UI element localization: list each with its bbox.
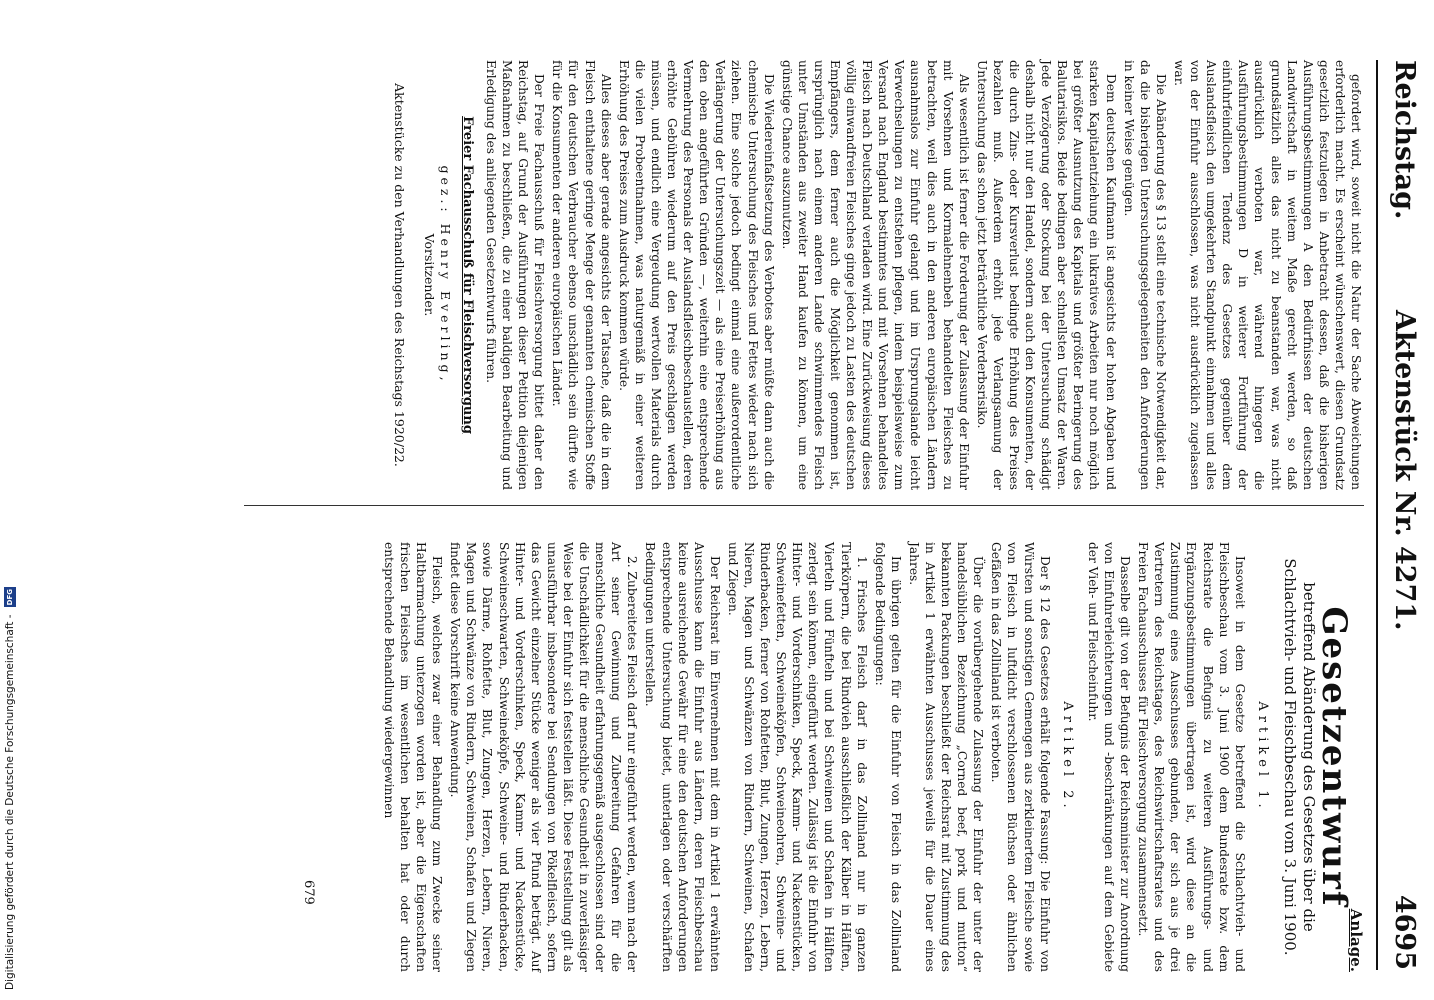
signature-organization: Freier Fachausschuß für Fleischversorgung <box>459 116 475 434</box>
left-paragraph: Die Wiedereinfaßtsetzung des Verbotes aber müßte dann auch die chemische Untersuchung des Fleisches und Fettes wieder nach sich ziehen. Eine solche jedoch bedingt einmal eine außerordentliche Verlängerung der Untersuchungszeit — als eine Preiserhöhung aus den oben angeführten Gründen —, weiterhin eine entsprechende Vermehrung des Personals der Auslandsfleischbeschaustellen, deren erhöhte Gebühren wiederum auf den Preis geschlagen werden müssen, und endlich eine Vergeudung wertvollen Materials durch die vielen Probeentnahmen, was naturgemäß in einer weiteren Erhöhung des Preises zum Ausdruck kommen würde. <box>616 60 776 490</box>
credit-text: Digitalisierung gefördert durch die Deutsche Forschungsgemeinschaft - <box>4 614 16 990</box>
right-paragraph: Der § 12 des Gesetzes erhält folgende Fassung: Die Einfuhr von Würsten und sonstigen Gemengen aus zerkleinertem Fleische sowie von Fleisch in luftdicht verschlossenen Büchsen oder ähnlichen Gefäßen in das Zollinland ist verboten. <box>989 542 1052 972</box>
document-title: Gesetzentwurf <box>1313 606 1354 908</box>
signature-role: Vorsitzender. <box>421 233 437 317</box>
header-page-number: 4695 <box>1389 894 1420 970</box>
right-column <box>379 542 1364 972</box>
header-center: Aktenstück Nr. 4271. <box>1389 310 1420 631</box>
right-paragraph: Der Reichsrat im Einvernehmen mit dem in Artikel 1 erwähnten Ausschusse kann die Einfuhr aus Ländern, deren Fleischbeschau keine ausreichende Gewähr für eine den deutschen Anforderungen entsprechende Untersuchung bietet, unterlagen oder verschärften Bedingungen unterstellen. <box>643 542 722 972</box>
document-subtitle: betreffend Abänderung des Gesetzes über die Schlachtvieh- und Fleischbeschau vom 3. Juni 1900. <box>1280 558 1318 956</box>
left-paragraph: Dem deutschen Kaufmann ist angesichts der hohen Abgaben und starken Kapitalentziehung ein lukratives Arbeiten nur noch möglich bei größter Ausnutzung des Kapitals und größter Beringerung des Balutarisikos. Beide bedingen aber schnellsten Umsatz der Waren. Jede Verzögerung oder Stockung bei der Untersuchung schädigt deshalb nicht nur den Handel, sondern auch den Konsumenten, der die durch Zins- oder Kursverlust bedingte Erhöhung des Preises bezahlen muß. Außerdem erhöht jede Verlangsamung der Untersuchung das schon jetzt beträchtliche Verderbsrisiko. <box>974 60 1118 490</box>
header-rule <box>1376 60 1378 970</box>
left-paragraph: Der Freie Fachausschuß für Fleischversorgung bittet daher den Reichstag, auf Grund der Ausführungen dieser Petition diejenigen Maßnahmen zu beschließen, die zu einer baldigen Bearbeitung und Erledigung des anliegenden Gesetzentwurfs führen. <box>484 60 547 490</box>
right-paragraph: Fleisch, welches zwar einer Behandlung zum Zwecke seiner Haltbarmachung unterzogen worden ist, aber die Eigenschaften frischen Fleisches im wesentlichen behalten hat oder durch entsprechende Behandlung wiedergewinnen <box>381 542 445 972</box>
page-header <box>1380 60 1420 970</box>
right-paragraph: Über die vorübergehende Zulassung der Einfuhr der unter der handelsüblichen Bezeichnung „Corned beef, pork und mutton“ bekannten Packungen beschließt der Reichsrat mit Zustimmung des in Artikel 1 erwähnten Ausschusses jeweils für die Dauer eines Jahres. <box>906 542 986 972</box>
anlage-label: Anlage. <box>1347 908 1365 972</box>
right-paragraph: 2. Zubereitetes Fleisch darf nur eingeführt werden, wenn nach der Art seiner Gewinnung und Zubereitung Gefahren für die menschliche Gesundheit erfahrungsgemäß ausgeschlossen sind oder die Unschädlichkeit für die menschliche Gesundheit in zuverlässiger Weise bei der Einfuhr sich feststellen läßt. Diese Feststellung gilt als unausführbar insbesondere bei Sendungen von Pökelfleisch, sofern das Gewicht einzelner Stücke weniger als vier Pfund beträgt. Auf Hinter- und Vorderschinken, Speck, Kamm- und Nackenstücke, Schweineschwarten, Schweineköpfe, Schweine- und Rinderbacken, sowie Därme, Rohfette, Blut, Zungen, Herzen, Lebern, Nieren, Magen und Schwänze von Rindern, Schweinen, Schafen und Ziegen findet diese Vorschrift keine Anwendung. <box>448 542 640 972</box>
credit-text-rotated <box>2 0 18 1000</box>
left-paragraph: Als wesentlich ist ferner die Forderung der Zulassung der Einfuhr mit Vorsehnen und Kormalehnenbeh behandelten Fleisches zu betrachten, weil dies auch in den anderen europäischen Ländern ausnahmslos zur Einfuhr gelangt und im Ursprungslande leicht Verwechselungen zu entstehen pflegen, indem beispielsweise zum Versand nach England bestimmtes und mit Vorsehnen behandeltes Fleisch nach Deutschland verladen wird. Eine Zurückweisung dieses völlig einwandfreien Fleisches ginge jedoch zu Lasten des deutschen Empfängers, dem ferner auch die Möglichkeit genommen ist, ursprünglich nach einem anderen Lande schwimmendes Fleisch unter Umständen aus zweiter Hand kaufen zu können, um eine günstige Chance auszunutzen. <box>779 60 971 490</box>
page-footer-number: 679 <box>301 880 316 905</box>
left-paragraph: gefordert wird, soweit nicht die Natur der Sache Abweichungen erforderlich macht. Es erscheint wünschenswert, diesen Grundsatz gesetzlich festzulegen in Anbetracht dessen, daß die bisherigen Ausführungsbestimmungen A den Bedürfnissen der deutschen Landwirtschaft in weitem Maße gerecht werden, so daß grundsätzlich alles das nicht zu beanstanden war, was nicht ausdrücklich verboten war, während hingegen die Ausführungsbestimmungen D in weiterer Fortführung der einfuhrfeindlichen Tendenz des Gesetzes gegenüber dem Auslandsfleisch den umgekehrten Standpunkt einnahmen und alles von der Einfuhr ausschlossen, was nicht ausdrücklich zugelassen war. <box>1171 60 1363 490</box>
left-column <box>391 60 1364 490</box>
right-paragraph: Im übrigen gelten für die Einfuhr von Fleisch in das Zollinland folgende Bedingungen: <box>872 542 903 972</box>
dfg-logo-icon: DFG <box>6 588 14 606</box>
article-heading: Artikel 1. <box>1254 701 1270 813</box>
right-paragraph: 1. Frisches Fleisch darf in das Zollinland nur in ganzen Tierkörpern, die bei Rindvieh ausschließlich der Kälber in Hälften, Vierteln und Fünfteln und bei Schweinen und Schafen in Hälften zerlegt sein können, eingeführt werden. Zulässig ist die Einfuhr von Hinter- und Vorderschinken, Speck, Kamm- und Nackenstücken, Schweinefetten, Schweineköpfen, Schweineohren, Schweine- und Rinderbacken, ferner von Rohfetten, Blut, Zungen, Herzen, Lebern, Nieren, Magen und Schwänzen von Rindern, Schweinen, Schafen und Ziegen. <box>725 542 869 972</box>
digitization-credit <box>0 0 22 1000</box>
right-paragraph: Dasselbe gilt von der Befugnis der Reichsminister zur Anordnung von Einfuhrerleichterungen und -beschränkungen auf dem Gebiete der Vieh- und Fleischeinfuhr. <box>1085 542 1133 972</box>
article-heading: Artikel 2. <box>1059 701 1075 813</box>
column-divider <box>244 505 1364 506</box>
left-paragraph: Die Abänderung des § 13 stellt eine technische Notwendigkeit dar, da die bisherigen Untersuchungsgelegenheiten den Anforderungen in keiner Weise genügen. <box>1121 60 1168 490</box>
footer-note: Aktenstücke zu den Verhandlungen des Reichstags 1920/22. <box>391 83 407 467</box>
signature-name: gez.: Henry Everling, <box>437 165 453 385</box>
right-paragraph: Insoweit in dem Gesetze betreffend die Schlachtvieh- und Fleischbeschau vom 3. Juni 1900 dem Bundesrate bzw. dem Reichsrate die Befugnis zu weiteren Ausführungs- und Ergänzungsbestimmungen übertragen ist, wird diese an die Zustimmung eines Ausschusses gebunden, der sich aus je drei Vertretern des Reichstages, des Reichswirtschaftsrates und des Freien Fachausschusses für Fleischversorgung zusammensetzt. <box>1136 542 1247 972</box>
left-paragraph: Alles dieses aber gerade angesichts der Tatsache, daß die in dem Fleisch enthaltene geringe Menge der genannten chemischen Stoffe für den deutschen Verbraucher ebenso unschädlich sein dürfte wie für die Konsumenten der anderen europäischen Länder. <box>550 60 613 490</box>
header-left: Reichstag. <box>1389 60 1420 220</box>
